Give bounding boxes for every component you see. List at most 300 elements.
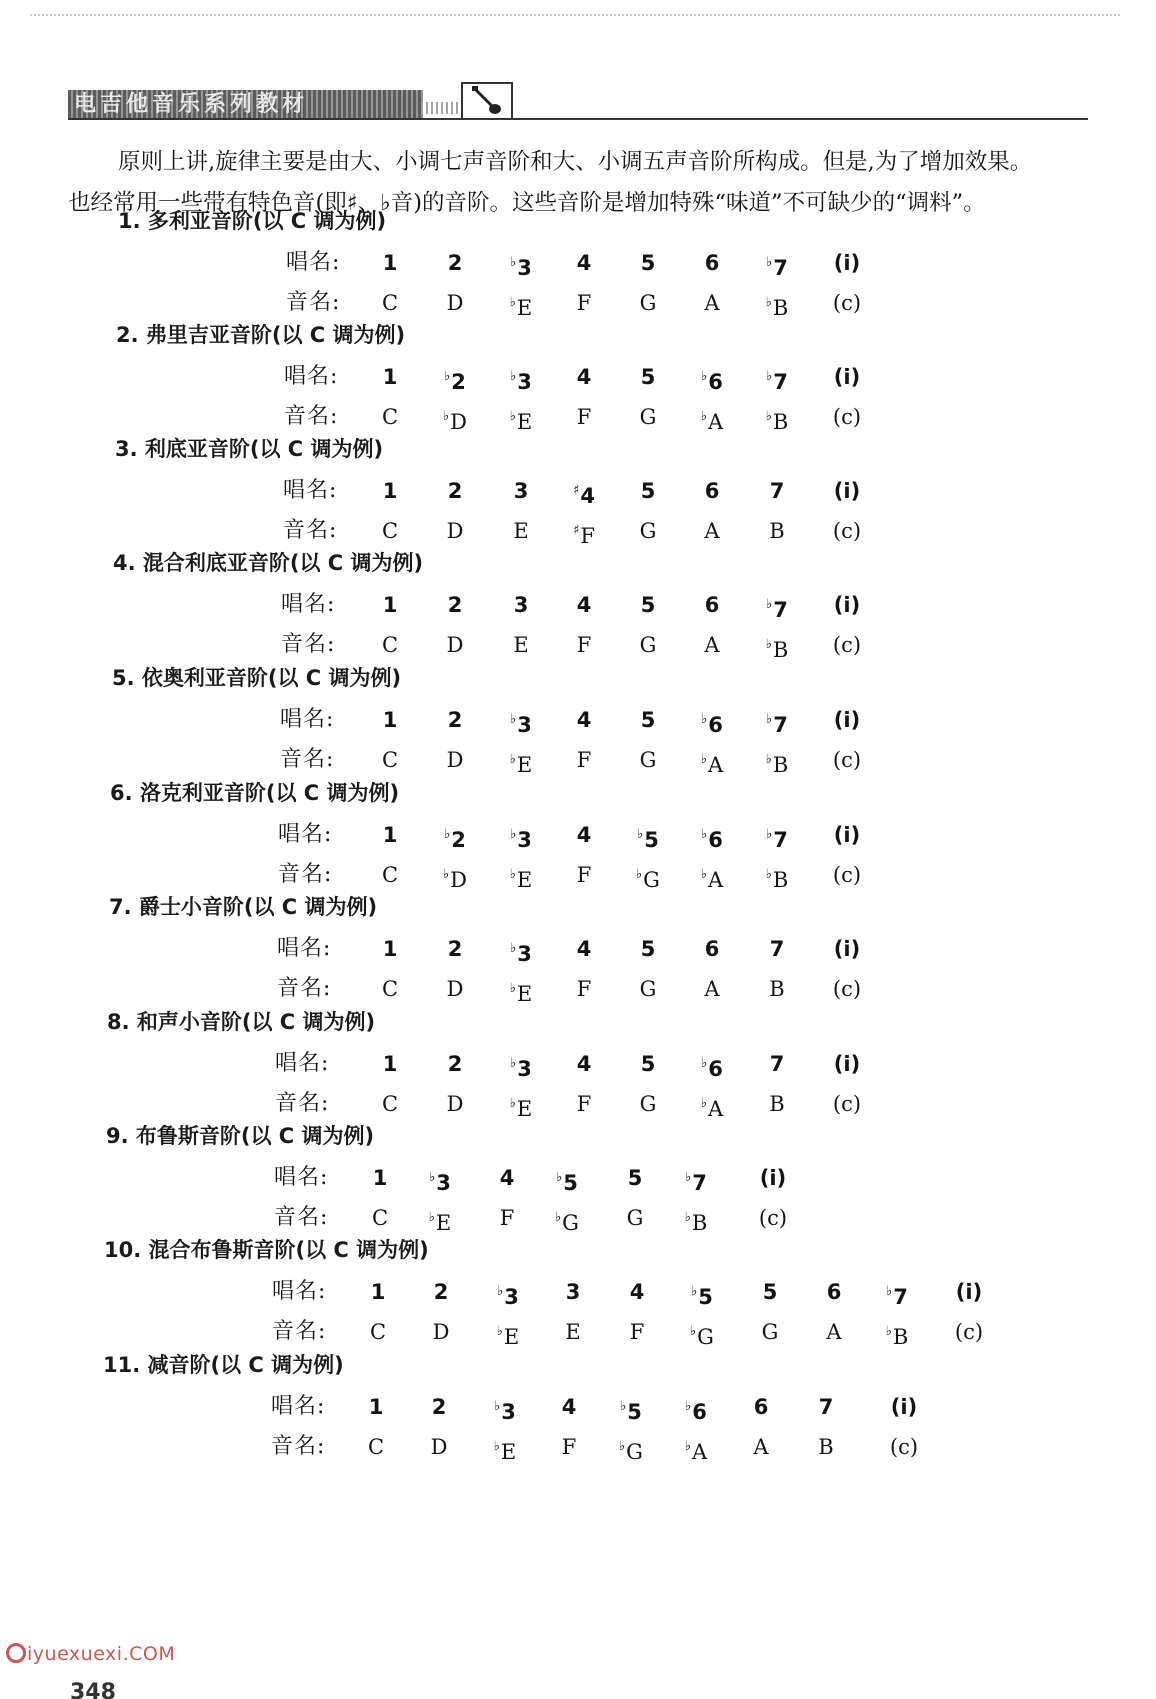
degree-cell: [559, 1047, 609, 1081]
note-cell: [612, 1315, 662, 1349]
note-value: F: [499, 1206, 515, 1230]
note-name-label: 音名:: [278, 862, 333, 887]
singing-label: 唱名:: [281, 592, 336, 617]
flat-sign: ♭: [496, 1324, 503, 1339]
degree-value: (i̇): [833, 937, 861, 961]
flat-sign: ♭: [685, 1170, 692, 1185]
degree-cell: [430, 474, 480, 508]
note-name-label: 音名:: [281, 632, 336, 657]
flat-sign: ♭: [509, 1096, 516, 1111]
note-value: E: [516, 982, 533, 1006]
degree-cell: [414, 1390, 464, 1424]
note-value: (c): [832, 748, 862, 772]
singing-label: 唱名:: [271, 1394, 326, 1419]
note-value: E: [435, 1211, 452, 1235]
degree-value: 1: [372, 1166, 388, 1190]
note-value: (c): [758, 1206, 788, 1230]
note-value: F: [576, 863, 592, 887]
degree-cell: [430, 703, 480, 737]
degree-cell: [822, 474, 872, 508]
note-cell: [671, 1430, 721, 1469]
scale-block-2: [0, 318, 1156, 442]
note-value: B: [691, 1211, 708, 1235]
degree-value: 5: [640, 937, 656, 961]
note-value: B: [772, 638, 789, 662]
flat-sign: ♭: [765, 409, 772, 424]
degree-value: 1: [370, 1280, 386, 1304]
scale-title: 8. 和声小音阶(以 C 调为例): [107, 1010, 376, 1034]
degree-value: 2: [447, 1052, 463, 1076]
note-value: A: [704, 977, 720, 1001]
guitar-icon: [471, 86, 503, 116]
scale-title: 3. 利底亚音阶(以 C 调为例): [115, 437, 384, 461]
note-cell: [430, 286, 480, 320]
degree-cell: [822, 360, 872, 394]
flat-sign: ♭: [701, 827, 708, 842]
scale-title: 2. 弗里吉亚音阶(以 C 调为例): [116, 323, 406, 347]
note-value: C: [381, 748, 399, 772]
note-value: D: [450, 410, 467, 434]
singing-label: 唱名:: [283, 478, 338, 503]
degree-value: 7: [818, 1395, 834, 1419]
degree-cell: [496, 360, 546, 399]
note-cell: [822, 400, 872, 434]
note-value: (c): [832, 633, 862, 657]
degree-cell: [745, 1275, 795, 1309]
singing-label: 唱名:: [274, 1165, 329, 1190]
flat-sign: ♭: [510, 369, 517, 384]
scale-title: 9. 布鲁斯音阶(以 C 调为例): [106, 1124, 375, 1148]
note-value: A: [707, 753, 724, 777]
note-value: C: [381, 519, 399, 543]
degree-value: 3: [517, 713, 532, 737]
note-value: F: [580, 524, 595, 548]
watermark-logo-icon: [6, 1643, 26, 1663]
scale-title: 11. 减音阶(以 C 调为例): [103, 1353, 344, 1377]
scale-title: 7. 爵士小音阶(以 C 调为例): [109, 895, 378, 919]
note-value: A: [753, 1435, 769, 1459]
flat-sign: ♭: [700, 1096, 707, 1111]
note-value: A: [704, 291, 720, 315]
degree-value: 7: [692, 1171, 707, 1195]
note-value: D: [450, 868, 467, 892]
note-cell: [480, 1430, 530, 1469]
scale-title: 10. 混合布鲁斯音阶(以 C 调为例): [104, 1238, 429, 1262]
flat-sign: ♭: [765, 867, 772, 882]
note-value: F: [576, 977, 592, 1001]
note-cell: [430, 1087, 480, 1121]
degree-cell: [752, 818, 802, 857]
note-value: B: [772, 296, 789, 320]
note-value: E: [565, 1320, 581, 1344]
degree-cell: [496, 474, 546, 508]
note-name-label: 音名:: [283, 518, 338, 543]
note-value: G: [639, 1092, 657, 1116]
degree-value: 6: [704, 937, 720, 961]
note-value: E: [516, 868, 533, 892]
degree-cell: [687, 818, 737, 857]
degree-cell: [752, 1047, 802, 1081]
note-value: E: [500, 1440, 517, 1464]
degree-cell: [809, 1275, 859, 1309]
degree-value: 5: [640, 479, 656, 503]
degree-value: 4: [499, 1166, 515, 1190]
note-cell: [623, 743, 673, 777]
flat-sign: ♭: [700, 752, 707, 767]
note-cell: [482, 1201, 532, 1235]
singing-label: 唱名:: [275, 1051, 330, 1076]
degree-cell: [687, 588, 737, 622]
note-value: (c): [832, 863, 862, 887]
flat-sign: ♭: [493, 1439, 500, 1454]
degree-cell: [677, 1275, 727, 1314]
note-value: E: [516, 753, 533, 777]
note-value: B: [818, 1435, 834, 1459]
flat-sign: ♭: [637, 827, 644, 842]
degree-cell: [365, 360, 415, 394]
flat-sign: ♭: [765, 752, 772, 767]
degree-cell: [623, 1047, 673, 1081]
degree-value: 3: [517, 942, 532, 966]
series-title: 电吉他音乐系列教材: [74, 92, 309, 117]
note-value: C: [381, 977, 399, 1001]
note-cell: [365, 1087, 415, 1121]
degree-value: 3: [513, 593, 529, 617]
degree-cell: [365, 932, 415, 966]
note-cell: [944, 1315, 994, 1349]
note-value: E: [513, 633, 529, 657]
note-value: C: [381, 405, 399, 429]
singing-label: 唱名:: [284, 364, 339, 389]
note-value: (c): [954, 1320, 984, 1344]
degree-cell: [496, 818, 546, 857]
degree-value: (i̇): [833, 593, 861, 617]
note-value: B: [892, 1325, 909, 1349]
note-value: C: [367, 1435, 385, 1459]
degree-value: 3: [517, 1057, 532, 1081]
degree-value: 5: [640, 1052, 656, 1076]
degree-value: (i̇): [833, 708, 861, 732]
degree-value: 6: [753, 1395, 769, 1419]
flat-sign: ♭: [556, 1170, 563, 1185]
note-cell: [430, 628, 480, 662]
note-value: A: [707, 868, 724, 892]
degree-value: 3: [517, 256, 532, 280]
flat-sign: ♭: [700, 867, 707, 882]
degree-cell: [559, 474, 609, 513]
note-name-label: 音名:: [277, 976, 332, 1001]
degree-cell: [623, 588, 673, 622]
degree-value: 5: [644, 828, 659, 852]
degree-value: 7: [773, 256, 788, 280]
note-value: G: [626, 1440, 643, 1464]
note-value: (c): [889, 1435, 919, 1459]
note-value: C: [381, 863, 399, 887]
degree-value: 2: [447, 937, 463, 961]
degree-cell: [351, 1390, 401, 1424]
note-value: G: [639, 748, 657, 772]
degree-value: 7: [773, 598, 788, 622]
note-value: D: [446, 977, 464, 1001]
degree-cell: [752, 246, 802, 285]
note-cell: [353, 1315, 403, 1349]
degree-cell: [365, 703, 415, 737]
degree-value: 1: [382, 479, 398, 503]
degree-value: 1: [382, 937, 398, 961]
degree-cell: [687, 246, 737, 280]
note-cell: [430, 743, 480, 777]
degree-cell: [496, 932, 546, 971]
flat-sign: ♭: [429, 1170, 436, 1185]
degree-value: (i̇): [833, 823, 861, 847]
degree-cell: [496, 246, 546, 285]
degree-cell: [752, 932, 802, 966]
degree-value: 3: [513, 479, 529, 503]
degree-cell: [752, 360, 802, 399]
note-cell: [752, 514, 802, 548]
degree-cell: [544, 1390, 594, 1424]
flat-sign: ♭: [886, 1284, 893, 1299]
scale-block-11: [0, 1348, 1156, 1472]
note-cell: [822, 858, 872, 892]
note-cell: [801, 1430, 851, 1464]
degree-value: 1: [382, 251, 398, 275]
note-value: A: [704, 519, 720, 543]
note-cell: [496, 628, 546, 662]
note-cell: [752, 1087, 802, 1121]
degree-value: 5: [762, 1280, 778, 1304]
flat-sign: ♭: [510, 1056, 517, 1071]
degree-cell: [559, 360, 609, 394]
degree-value: 7: [769, 937, 785, 961]
degree-cell: [482, 1161, 532, 1195]
flat-sign: ♭: [701, 1056, 708, 1071]
degree-cell: [687, 932, 737, 966]
degree-value: 1: [368, 1395, 384, 1419]
degree-value: 5: [640, 708, 656, 732]
degree-cell: [822, 818, 872, 852]
sharp-sign: ♯: [573, 483, 580, 498]
degree-value: 7: [773, 828, 788, 852]
flat-sign: ♭: [509, 981, 516, 996]
degree-cell: [623, 703, 673, 737]
note-cell: [544, 1430, 594, 1464]
note-cell: [623, 514, 673, 548]
note-value: B: [772, 868, 789, 892]
degree-cell: [752, 474, 802, 508]
note-value: (c): [832, 519, 862, 543]
note-value: D: [446, 748, 464, 772]
note-cell: [559, 286, 609, 320]
note-cell: [745, 1315, 795, 1349]
degree-value: 2: [451, 828, 466, 852]
note-value: D: [446, 519, 464, 543]
degree-value: 6: [704, 479, 720, 503]
flat-sign: ♭: [684, 1210, 691, 1225]
site-watermark: [6, 1642, 175, 1666]
degree-value: 7: [893, 1285, 908, 1309]
degree-cell: [430, 1047, 480, 1081]
scale-block-9: [0, 1119, 1156, 1243]
note-value: (c): [832, 291, 862, 315]
note-value: C: [381, 291, 399, 315]
degree-cell: [559, 932, 609, 966]
degree-cell: [879, 1390, 929, 1424]
degree-value: 7: [773, 370, 788, 394]
note-value: (c): [832, 405, 862, 429]
note-value: (c): [832, 1092, 862, 1116]
degree-value: 5: [563, 1171, 578, 1195]
degree-cell: [430, 818, 480, 857]
degree-cell: [671, 1161, 721, 1200]
flat-sign: ♭: [701, 369, 708, 384]
degree-cell: [365, 474, 415, 508]
degree-value: 3: [436, 1171, 451, 1195]
degree-cell: [355, 1161, 405, 1195]
note-value: G: [761, 1320, 779, 1344]
flat-sign: ♭: [510, 941, 517, 956]
note-value: C: [371, 1206, 389, 1230]
note-cell: [365, 858, 415, 892]
flat-sign: ♭: [497, 1284, 504, 1299]
singing-label: 唱名:: [272, 1279, 327, 1304]
degree-value: (i̇): [955, 1280, 983, 1304]
degree-value: 1: [382, 1052, 398, 1076]
note-name-label: 音名:: [271, 1434, 326, 1459]
degree-value: 2: [447, 593, 463, 617]
note-value: E: [513, 519, 529, 543]
note-value: F: [576, 633, 592, 657]
degree-value: 4: [576, 708, 592, 732]
degree-value: 5: [640, 593, 656, 617]
degree-cell: [687, 703, 737, 742]
scale-title: 6. 洛克利亚音阶(以 C 调为例): [110, 781, 400, 805]
note-cell: [559, 1087, 609, 1121]
flat-sign: ♭: [509, 295, 516, 310]
note-value: A: [707, 410, 724, 434]
note-value: (c): [832, 977, 862, 1001]
note-cell: [559, 972, 609, 1006]
degree-cell: [559, 818, 609, 852]
degree-value: 4: [576, 823, 592, 847]
degree-cell: [606, 1390, 656, 1429]
degree-value: 5: [627, 1166, 643, 1190]
scale-title: 5. 依奥利亚音阶(以 C 调为例): [112, 666, 402, 690]
degree-cell: [944, 1275, 994, 1309]
degree-value: (i̇): [833, 251, 861, 275]
note-value: E: [516, 296, 533, 320]
degree-cell: [623, 932, 673, 966]
note-value: G: [626, 1206, 644, 1230]
note-value: F: [576, 1092, 592, 1116]
degree-cell: [752, 703, 802, 742]
note-cell: [879, 1430, 929, 1464]
degree-cell: [752, 588, 802, 627]
note-value: E: [516, 410, 533, 434]
flat-sign: ♭: [444, 369, 451, 384]
note-cell: [822, 972, 872, 1006]
singing-label: 唱名:: [286, 250, 341, 275]
note-value: A: [704, 633, 720, 657]
note-cell: [809, 1315, 859, 1349]
degree-cell: [430, 932, 480, 966]
degree-value: 4: [576, 1052, 592, 1076]
degree-value: 6: [704, 593, 720, 617]
flat-sign: ♭: [510, 255, 517, 270]
degree-cell: [542, 1161, 592, 1200]
flat-sign: ♭: [701, 712, 708, 727]
degree-cell: [365, 1047, 415, 1081]
degree-value: 2: [433, 1280, 449, 1304]
flat-sign: ♭: [620, 1399, 627, 1414]
degree-value: 1: [382, 823, 398, 847]
note-value: D: [430, 1435, 448, 1459]
note-cell: [559, 628, 609, 662]
degree-cell: [483, 1275, 533, 1314]
note-cell: [623, 400, 673, 434]
note-cell: [822, 628, 872, 662]
flat-sign: ♭: [691, 1284, 698, 1299]
flat-sign: ♭: [636, 867, 643, 882]
note-value: D: [446, 633, 464, 657]
header-rule: [68, 118, 1088, 120]
top-dotted-rule: [30, 14, 1120, 16]
note-cell: [822, 514, 872, 548]
degree-value: 6: [692, 1400, 707, 1424]
note-cell: [623, 628, 673, 662]
degree-value: 3: [565, 1280, 581, 1304]
degree-value: 3: [517, 828, 532, 852]
note-cell: [687, 286, 737, 320]
degree-value: 7: [769, 1052, 785, 1076]
flat-sign: ♭: [428, 1210, 435, 1225]
scale-title: 4. 混合利底亚音阶(以 C 调为例): [113, 551, 424, 575]
note-cell: [752, 972, 802, 1006]
degree-value: 6: [708, 828, 723, 852]
flat-sign: ♭: [510, 827, 517, 842]
note-value: B: [772, 753, 789, 777]
degree-value: 4: [576, 365, 592, 389]
note-cell: [606, 1430, 656, 1469]
flat-sign: ♭: [885, 1324, 892, 1339]
degree-value: 1: [382, 593, 398, 617]
note-name-label: 音名:: [284, 404, 339, 429]
note-cell: [559, 743, 609, 777]
singing-label: 唱名:: [280, 707, 335, 732]
flat-sign: ♭: [444, 827, 451, 842]
scale-block-8: [0, 1005, 1156, 1129]
note-value: G: [639, 977, 657, 1001]
degree-value: 5: [698, 1285, 713, 1309]
degree-value: 3: [501, 1400, 516, 1424]
note-name-label: 音名:: [274, 1205, 329, 1230]
flat-sign: ♭: [765, 637, 772, 652]
degree-cell: [610, 1161, 660, 1195]
note-name-label: 音名:: [275, 1091, 330, 1116]
degree-value: 2: [447, 708, 463, 732]
degree-cell: [430, 588, 480, 622]
flat-sign: ♭: [690, 1324, 697, 1339]
degree-value: 5: [640, 365, 656, 389]
degree-cell: [365, 818, 415, 852]
note-value: F: [576, 748, 592, 772]
degree-cell: [822, 703, 872, 737]
note-value: G: [643, 868, 660, 892]
scale-block-6: [0, 776, 1156, 900]
degree-value: 5: [627, 1400, 642, 1424]
note-cell: [623, 972, 673, 1006]
note-cell: [430, 972, 480, 1006]
